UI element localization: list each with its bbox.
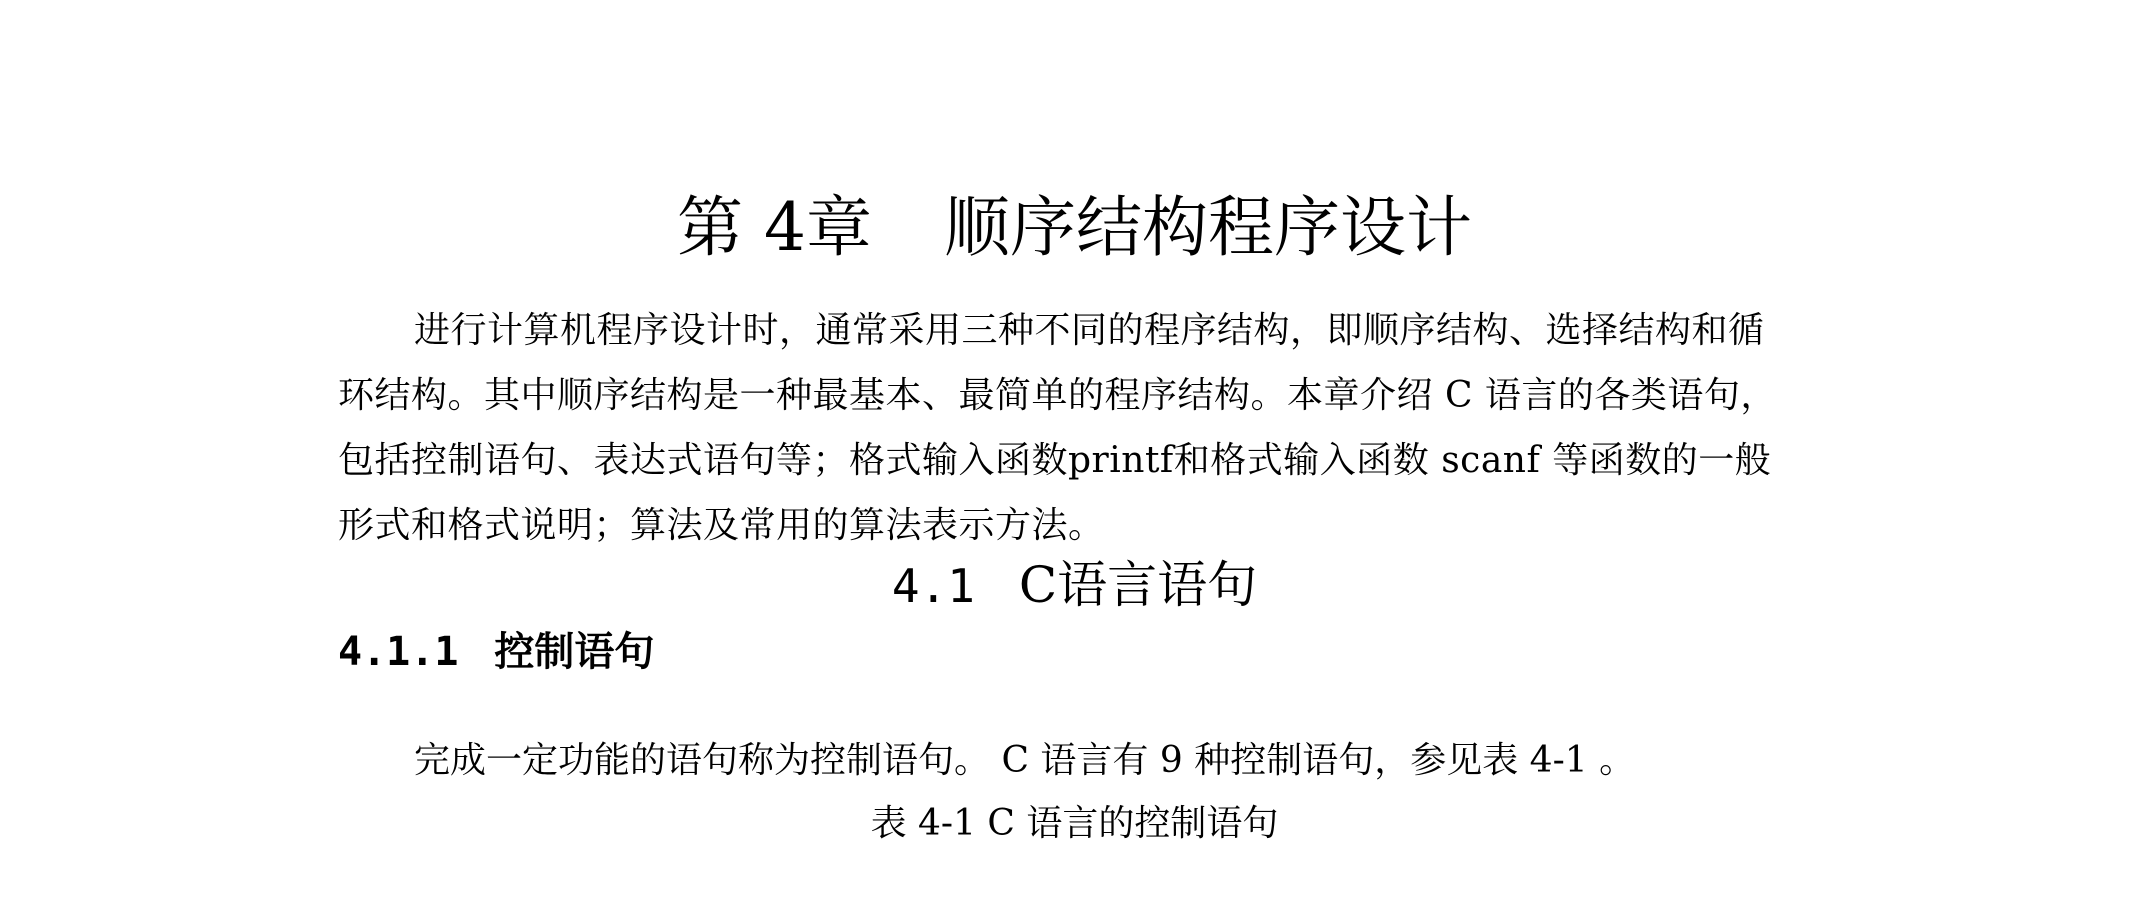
section-title bbox=[0, 554, 2149, 617]
subsection-title bbox=[338, 624, 654, 680]
intro-line-3: 包括控制语句、表达式语句等；格式输入函数printf和格式输入函数 scanf 等函数的一般 bbox=[338, 440, 1772, 481]
section-title-text: C语言语句 bbox=[1018, 556, 1258, 614]
subsection-number: 4.1.1 bbox=[338, 629, 459, 675]
chapter-title-text: 顺序结构程序设计 bbox=[943, 189, 1472, 266]
table-caption: 表 4-1 C 语言的控制语句 bbox=[870, 803, 1279, 844]
intro-line-4: 形式和格式说明；算法及常用的算法表示方法。 bbox=[338, 505, 1105, 546]
intro-line-2: 环结构。其中顺序结构是一种最基本、最简单的程序结构。本章介绍 C 语言的各类语句， bbox=[338, 375, 1777, 416]
chapter-title bbox=[0, 188, 2149, 268]
chapter-number: 第 4章 bbox=[677, 189, 872, 266]
intro-line-1: 进行计算机程序设计时，通常采用三种不同的程序结构，即顺序结构、选择结构和循 bbox=[414, 310, 1765, 351]
section-number: 4.1 bbox=[891, 559, 975, 613]
subsection-title-text: 控制语句 bbox=[494, 628, 655, 675]
intro-paragraph bbox=[338, 298, 1838, 558]
body-paragraph: 完成一定功能的语句称为控制语句。 C 语言有 9 种控制语句，参见表 4-1 。 bbox=[414, 740, 1636, 781]
